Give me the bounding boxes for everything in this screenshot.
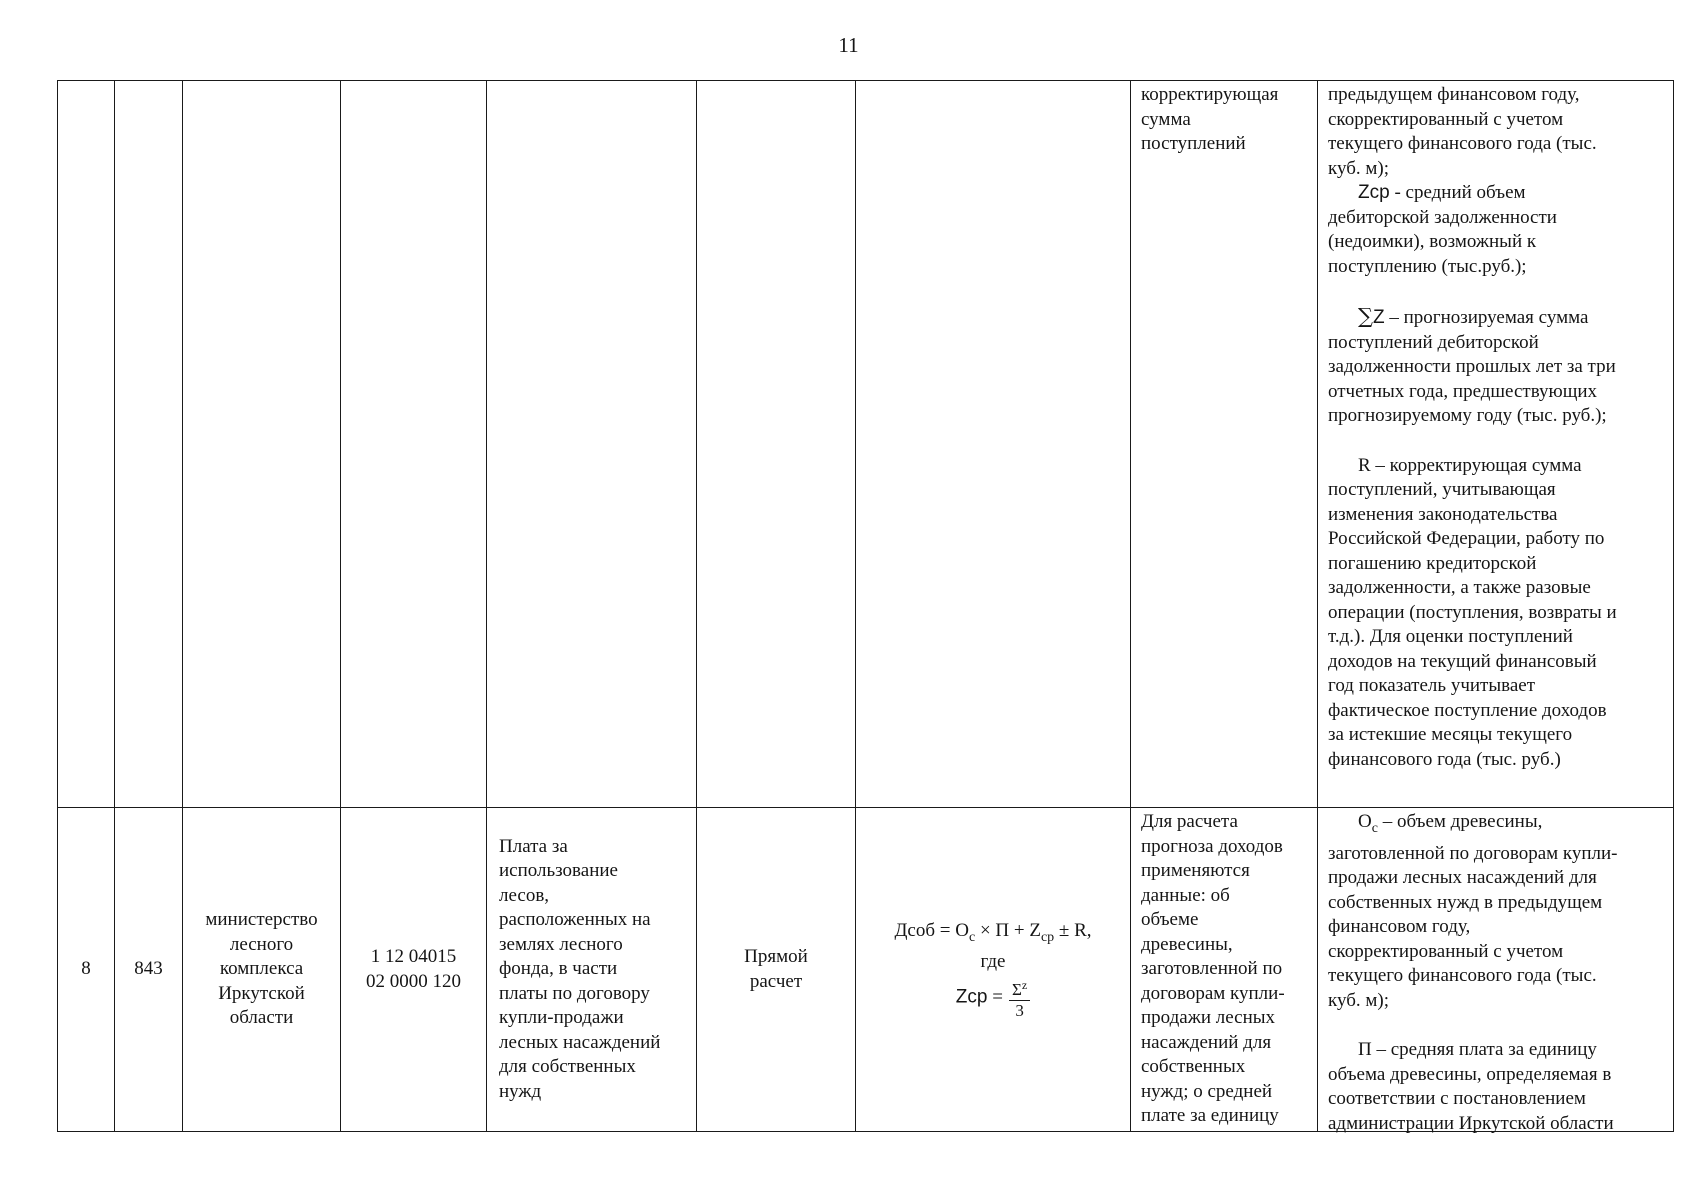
row-number: 8 [81,958,91,980]
text-line: использование [499,860,618,882]
income-name [499,835,660,1105]
text-line: скорректированный с учетом [1328,108,1564,130]
text-line: 02 0000 120 [366,970,461,992]
formula-subscript: с [968,929,976,945]
text-line: 1 12 04015 [370,946,457,967]
text-line: комплекса [219,958,304,980]
text-line: нужд; о средней [1141,1080,1273,1102]
text-line: – прогнозируемая сумма [1389,307,1589,328]
text-line: лесов, [499,884,550,906]
paragraph-oc [1328,810,1667,1013]
text-line: изменения законодательства [1328,503,1558,525]
kbk-code [366,945,461,994]
text-line: дебиторской задолженности [1328,206,1557,228]
text-line: погашению кредиторской [1328,552,1537,574]
text-line: лесных насаждений [499,1031,661,1053]
text-line: текущего финансового года (тыс. [1328,133,1597,154]
formula-superscript: z [1021,977,1028,992]
cell-description [1317,808,1675,1134]
formula-text: ± R, [1054,919,1092,941]
text-line: применяются [1141,860,1250,881]
text-line: куб. м); [1328,989,1390,1011]
text-line: предыдущем финансовом году, [1328,84,1580,105]
oc-subscript: с [1371,821,1378,836]
formula-where: где [980,951,1006,972]
text-line: Плата за [499,835,568,857]
formula [860,919,1126,1021]
cell-method [696,81,855,807]
sum-symbol: ∑ [1358,304,1373,328]
text-line: Для расчета [1141,811,1238,832]
paragraph-sum-z [1328,304,1667,429]
text-line: соответствии с постановлением [1328,1088,1586,1109]
paragraph-volume-continued [1328,83,1667,181]
text-line: задолженности прошлых лет за три [1328,356,1616,377]
text-line: заготовленной по [1141,958,1283,979]
cell-algorithm [1130,808,1317,1131]
text-line: фактическое поступление доходов [1328,699,1607,721]
cell-income-name [486,81,696,807]
text-line: – объем древесины, [1382,811,1543,832]
text-line: для собственных [499,1056,636,1078]
table-row-continued [57,80,1674,808]
text-line: объема древесины, определяемая в [1328,1063,1612,1085]
text-line: Российской Федерации, работу по [1328,528,1605,549]
text-line: поступлений дебиторской [1328,331,1539,353]
text-line: объеме [1141,909,1199,930]
cell-formula [855,808,1130,1131]
text-line: корректирующая [1141,84,1279,105]
admin-code: 843 [134,958,163,980]
paragraph-r [1328,454,1667,773]
text-line: отчетных года, предшествующих [1328,380,1598,402]
text-line: собственных нужд в предыдущем [1328,891,1603,913]
table-row-8 [57,807,1674,1132]
document-table [57,80,1674,1132]
formula-zcp-term: Zср [955,985,988,1007]
cell-admin [182,808,340,1131]
text-line: министерство [205,909,318,931]
text-line: продажи лесных насаждений для [1328,867,1597,888]
text-line: договорам купли- [1141,982,1285,1004]
text-line: поступлений, учитывающая [1328,479,1556,500]
text-line: купли-продажи [499,1007,624,1029]
text-line: прогноза доходов [1141,835,1283,857]
formula-fraction [1009,975,1030,1021]
text-line: насаждений для [1141,1031,1272,1053]
cell-method [696,808,855,1131]
oc-symbol: О [1358,811,1372,832]
admin-name [205,908,317,1031]
cell-num [58,808,114,1131]
formula-equals: = [992,985,1003,1007]
cell-code [114,808,182,1131]
text-line: операции (поступления, возвраты и [1328,601,1617,623]
cell-admin [182,81,340,807]
text-line: данные: об [1141,884,1230,906]
text-line: - средний объем [1394,182,1526,203]
text-line: нужд [499,1080,542,1102]
formula-main [860,919,1126,951]
text-line: расчет [749,970,803,992]
cell-num [58,81,114,807]
text-line: Прямой [744,946,808,967]
sum-term: Z [1373,307,1385,328]
page-number: 11 [838,33,859,57]
text-line: поступлению (тыс.руб.); [1328,255,1527,277]
text-line: П – средняя плата за единицу [1358,1039,1597,1060]
paragraph-zcp [1328,181,1667,279]
cell-kbk [340,81,486,807]
text-line: куб. м); [1328,157,1390,179]
text-line: (недоимки), возможный к [1328,231,1537,252]
formula-subscript: ср [1040,929,1055,945]
text-line: т.д.). Для оценки поступлений [1328,626,1573,647]
cell-code [114,81,182,807]
text-line: сумма [1141,108,1191,130]
cell-algorithm [1130,81,1317,807]
text-line: собственных [1141,1056,1246,1077]
text-line: фонда, в части [499,958,618,980]
text-line: древесины, [1141,933,1233,955]
text-line: год показатель учитывает [1328,675,1535,696]
text-line: продажи лесных [1141,1007,1276,1028]
text-line: текущего финансового года (тыс. [1328,965,1597,986]
text-line: лесного [229,933,294,955]
cell-description [1317,81,1675,807]
text-line: задолженности, а также разовые [1328,577,1591,598]
text-line: платы по договору [499,982,650,1004]
text-line: скорректированный с учетом [1328,940,1564,962]
formula-text: Дсоб = О [894,919,969,941]
text-line: заготовленной по договорам купли- [1328,842,1618,864]
fraction-denominator: 3 [1015,1000,1024,1020]
text-line: землях лесного [499,933,623,955]
text-line: расположенных на [499,909,651,931]
fraction-numerator [1009,975,1030,1001]
cell-kbk [340,808,486,1131]
zcp-term: Zср [1358,182,1390,203]
paragraph-p [1328,1038,1667,1136]
text-line: финансового года (тыс. руб.) [1328,748,1561,770]
text-line: прогнозируемому году (тыс. руб.); [1328,405,1607,426]
text-line: за истекшие месяцы текущего [1328,724,1573,745]
text-line: поступлений [1141,133,1246,154]
text-line: R – корректирующая сумма [1358,454,1582,476]
formula-zcp [860,975,1126,1021]
text-line: плате за единицу [1141,1105,1279,1126]
text-line: области [229,1007,294,1029]
text-line: доходов на текущий финансовый [1328,650,1597,672]
text-line: Иркутской [218,982,305,1004]
formula-text: Σ [1011,979,1022,999]
cell-formula [855,81,1130,807]
formula-text: × П + Z [975,919,1041,941]
text-line: администрации Иркутской области [1328,1112,1614,1134]
text-line: финансовом году, [1328,916,1471,937]
calculation-method [744,945,808,994]
cell-income-name [486,808,696,1131]
